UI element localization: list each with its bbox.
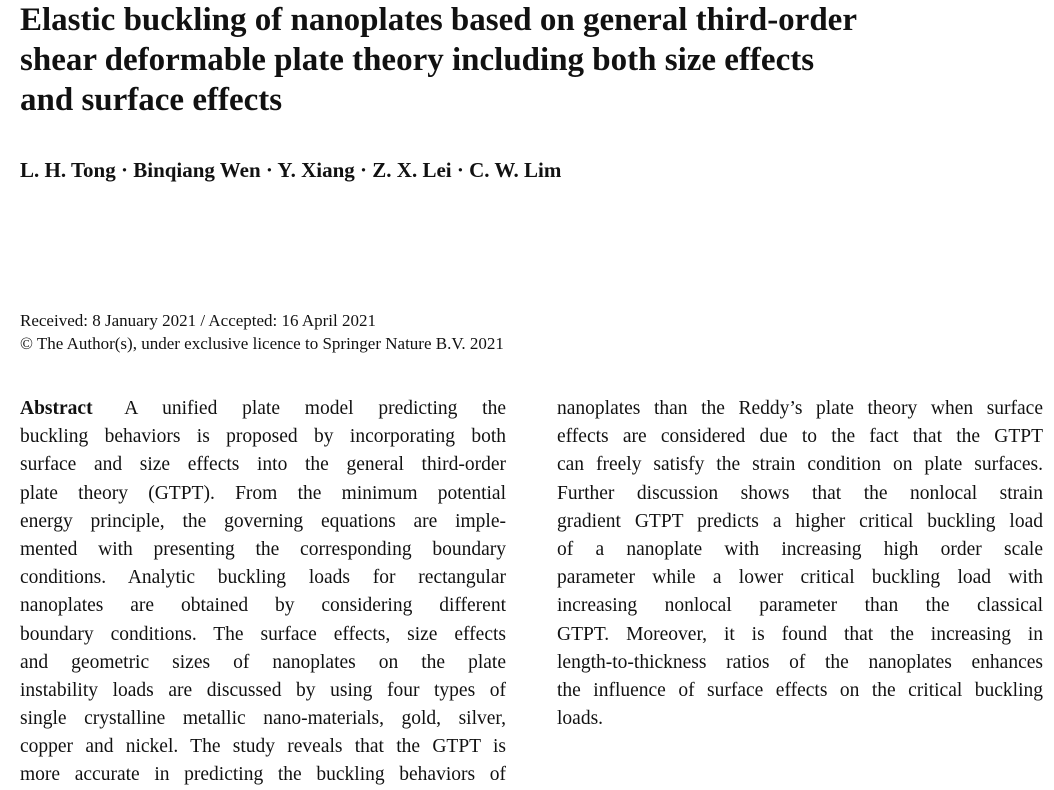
abstract-line: effects are considered due to the fact that the GTPT [557, 426, 1043, 448]
abstract-line: nanoplates are obtained by considering different [20, 595, 506, 617]
abstract-column-left [20, 395, 506, 790]
abstract-line: plate theory (GTPT). From the minimum potential [20, 482, 506, 504]
title-line: Elastic buckling of nanoplates based on general third-order [20, 2, 857, 38]
abstract-line: of a nanoplate with increasing high order scale [557, 538, 1043, 560]
abstract-line: loads. [557, 708, 604, 730]
abstract-first-line-text: A unified plate model predicting the [124, 398, 506, 419]
abstract-line: single crystalline metallic nano-materials, gold, silver, [20, 708, 506, 730]
abstract-line: Further discussion shows that the nonlocal strain [557, 482, 1043, 504]
abstract-column-right [557, 395, 1043, 733]
abstract-line: can freely satisfy the strain condition on plate surfaces. [557, 454, 1043, 476]
abstract-line [20, 395, 506, 423]
copyright-notice: © The Author(s), under exclusive licence to Springer Nature B.V. 2021 [20, 334, 504, 353]
abstract-label: Abstract [20, 398, 93, 419]
abstract-line: nanoplates than the Reddy’s plate theory when surface [557, 398, 1043, 419]
abstract-line: length-to-thickness ratios of the nanoplates enhances [557, 651, 1043, 673]
abstract-line: parameter while a lower critical buckling load with [557, 567, 1043, 589]
abstract-line: and geometric sizes of nanoplates on the plate [20, 651, 506, 673]
abstract-line: conditions. Analytic buckling loads for rectangular [20, 567, 506, 589]
abstract-line: mented with presenting the corresponding boundary [20, 538, 506, 560]
abstract-line: more accurate in predicting the buckling behaviors of [20, 764, 506, 786]
abstract-line: increasing nonlocal parameter than the classical [557, 595, 1043, 617]
publication-meta [20, 309, 504, 355]
author-list: L. H. Tong · Binqiang Wen · Y. Xiang · Z. X. Lei · C. W. Lim [20, 158, 562, 182]
title-line: and surface effects [20, 82, 283, 118]
title-line: shear deformable plate theory including both size effects [20, 42, 815, 78]
abstract-line: boundary conditions. The surface effects, size effects [20, 623, 506, 645]
abstract-line: the influence of surface effects on the critical buckling [557, 679, 1043, 701]
paper-title [20, 0, 1020, 120]
abstract-line: copper and nickel. The study reveals that the GTPT is [20, 736, 506, 758]
abstract-line: instability loads are discussed by using four types of [20, 679, 506, 701]
abstract-line: surface and size effects into the general third-order [20, 454, 506, 476]
abstract-line: gradient GTPT predicts a higher critical buckling load [557, 510, 1043, 532]
received-accepted-dates: Received: 8 January 2021 / Accepted: 16 April 2021 [20, 311, 376, 330]
abstract-line: buckling behaviors is proposed by incorporating both [20, 426, 506, 448]
abstract-line: GTPT. Moreover, it is found that the increasing in [557, 623, 1043, 645]
abstract-line: energy principle, the governing equations are imple- [20, 510, 506, 532]
